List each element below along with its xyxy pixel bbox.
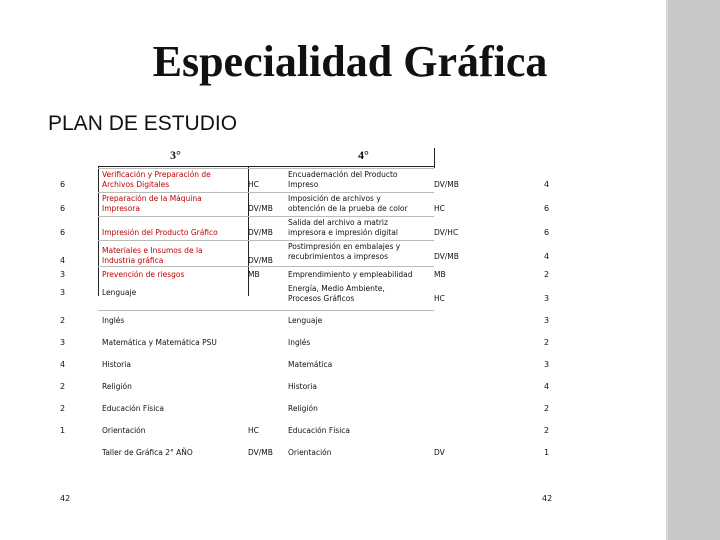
code-third: HC [248,180,259,189]
subject-fourth: Inglés [288,338,311,347]
row-divider [98,192,434,193]
hours-fourth: 1 [544,448,550,457]
row-divider [98,310,434,311]
hours-third: 1 [60,426,66,435]
subject-third: Prevención de riesgos [102,270,185,279]
subject-fourth: Encuadernación del Producto Impreso [288,170,398,189]
code-fourth: MB [434,270,446,279]
code-third: MB [248,270,260,279]
study-plan-table [58,148,578,508]
hours-third: 6 [60,204,66,213]
column-divider [434,148,435,168]
hours-third: 2 [60,404,66,413]
subject-third: Orientación [102,426,146,435]
subject-fourth: Educación Física [288,426,351,435]
hours-fourth: 2 [544,404,550,413]
code-third: DV/MB [248,204,273,213]
hours-fourth: 3 [544,316,550,325]
subject-fourth: Matemática [288,360,333,369]
subject-third: Lenguaje [102,288,137,297]
header-fourth-year: 4° [358,148,369,162]
row-divider [98,168,434,169]
subject-fourth: Emprendimiento y empleabilidad [288,270,413,279]
page-title: Especialidad Gráfica [152,37,548,86]
subject-fourth: Religión [288,404,318,413]
total-hours-third: 42 [60,494,71,503]
subject-third: Taller de Gráfica 2° AÑO [102,448,193,457]
hours-fourth: 4 [544,382,550,391]
code-fourth: HC [434,294,445,303]
hours-third: 6 [60,228,66,237]
code-fourth: DV/HC [434,228,459,237]
subject-third: Impresión del Producto Gráfico [102,228,218,237]
total-hours-fourth: 42 [542,494,553,503]
subject-fourth: Imposición de archivos y obtención de la prueba de color [288,194,408,213]
subject-third: Materiales e Insumos de la Industria gráfica [102,246,203,265]
hours-third: 3 [60,338,66,347]
hours-fourth: 4 [544,252,550,261]
subject-third: Verificación y Preparación de Archivos Digitales [102,170,211,189]
subject-fourth: Lenguaje [288,316,323,325]
code-third: DV/MB [248,256,273,265]
subject-fourth: Orientación [288,448,332,457]
hours-fourth: 3 [544,294,550,303]
code-third: DV/MB [248,448,273,457]
subject-third: Inglés [102,316,125,325]
hours-fourth: 6 [544,204,550,213]
code-third: DV/MB [248,228,273,237]
hours-third: 4 [60,360,66,369]
code-fourth: DV/MB [434,252,459,261]
subject-fourth: Energía, Medio Ambiente, Procesos Gráficos [288,284,385,303]
header-third-year: 3° [170,148,181,162]
code-third: HC [248,426,259,435]
subject-third: Historia [102,360,131,369]
hours-third: 4 [60,256,66,265]
hours-fourth: 2 [544,270,550,279]
subject-fourth: Postimpresión en embalajes y recubrimientos a impresos [288,242,401,261]
hours-fourth: 6 [544,228,550,237]
hours-fourth: 2 [544,338,550,347]
hours-third: 6 [60,180,66,189]
code-fourth: DV [434,448,445,457]
hours-fourth: 2 [544,426,550,435]
row-divider [98,240,434,241]
subject-third: Preparación de la Máquina Impresora [102,194,202,213]
code-fourth: DV/MB [434,180,459,189]
hours-fourth: 3 [544,360,550,369]
subject-fourth: Salida del archivo a matriz impresora e impresión digital [288,218,398,237]
hours-third: 2 [60,382,66,391]
hours-fourth: 4 [544,180,550,189]
hours-third: 3 [60,288,66,297]
code-fourth: HC [434,204,445,213]
row-divider [98,216,434,217]
header-divider [98,166,434,167]
row-divider [98,266,434,267]
hours-third: 3 [60,270,66,279]
subject-third: Educación Física [102,404,165,413]
hours-third: 2 [60,316,66,325]
column-divider [98,166,99,296]
subject-fourth: Historia [288,382,317,391]
page-subtitle: PLAN DE ESTUDIO [48,112,238,135]
subject-third: Matemática y Matemática PSU [102,338,217,347]
subject-third: Religión [102,382,132,391]
